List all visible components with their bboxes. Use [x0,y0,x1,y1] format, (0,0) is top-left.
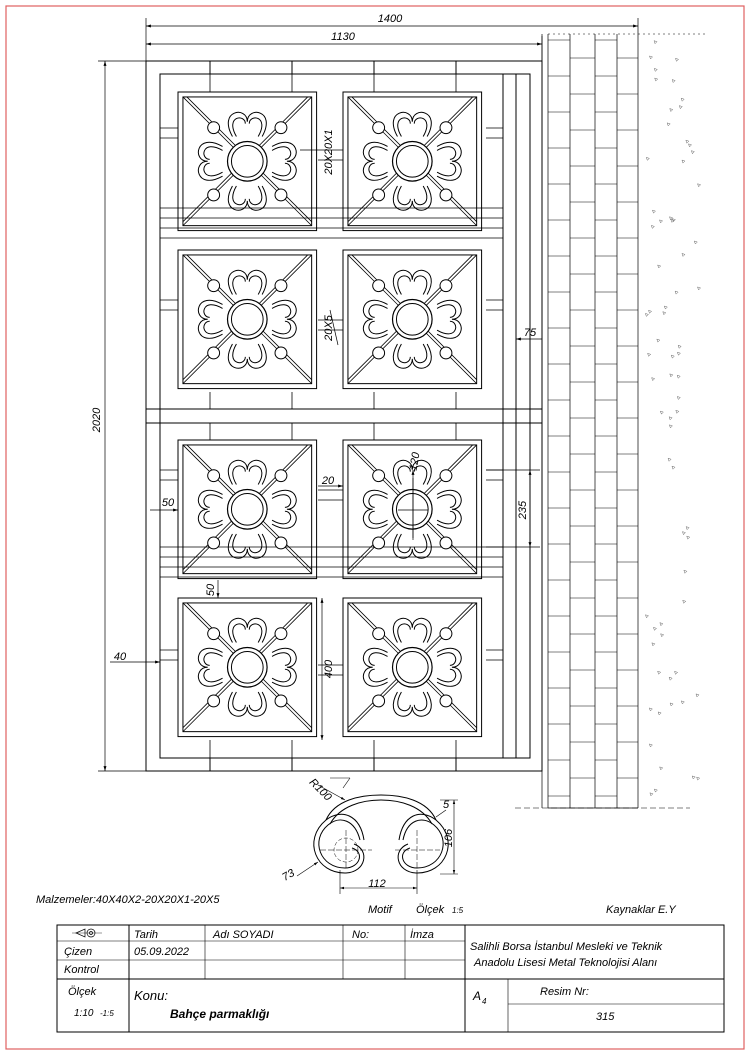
date-header: Tarih [134,929,159,941]
motif-width: 112 [368,878,386,890]
drawn-label: Çizen [64,946,93,958]
motif-scale-value: 1:5 [452,906,464,915]
motif-tile [343,250,482,389]
motif-tile [343,598,482,737]
dim-frame-40: 40 [113,651,127,663]
motif-offset: 73 [280,867,297,884]
title-block-text [64,929,663,1023]
motif-labels [280,776,455,890]
concrete-texture [645,41,700,796]
dim-gap-20: 20 [321,475,335,487]
grid-bars [160,74,503,758]
dim-flat-bar-2: 20X5 [323,315,335,341]
school-line-1: Salihli Borsa İstanbul Mesleki ve Teknik [470,941,663,953]
scale-value-sub: -1:5 [100,1009,114,1018]
dim-gap-50-h: 50 [161,497,175,509]
dim-module-400: 400 [323,659,335,679]
motif-tiles [178,92,482,737]
dim-circle-diameter: 120 [407,451,423,472]
brick-wall [542,34,638,808]
motif-scale-label: Ölçek [416,904,445,916]
sources-note: Kaynaklar E.Y [606,904,676,916]
dimension-lines [98,18,638,771]
motif-height: 106 [443,828,455,848]
subject-label: Konu: [134,988,168,1003]
gate-frame [146,61,542,771]
motif-label: Motif [368,904,392,916]
motif-radius: R100 [306,776,334,804]
sheet-border [6,6,744,1049]
paper-size-sub: 4 [482,997,487,1006]
drawing-no-value: 315 [596,1011,615,1023]
drawn-date: 05.09.2022 [134,946,190,958]
control-label: Kontrol [64,964,99,976]
motif-detail [314,795,448,873]
paper-size: A [473,989,482,1003]
scale-label: Ölçek [68,986,97,998]
projection-symbol [72,929,102,937]
dim-panel-width: 1130 [331,31,355,43]
no-header: No: [352,929,370,941]
motif-tile [178,598,317,737]
drawing-no-label: Resim Nr: [540,986,589,998]
dim-flat-bar-1: 20X20X1 [323,129,335,175]
materials-note: Malzemeler:40X40X2-20X20X1-20X5 [36,894,220,906]
dim-height: 2020 [91,407,103,433]
dim-module-spacing: 235 [517,500,529,520]
dim-gap-50-v: 50 [205,583,217,597]
motif-tile [343,92,482,231]
subject-value: Bahçe parmaklığı [170,1007,270,1021]
school-line-2: Anadolu Lisesi Metal Teknolojisi Alanı [474,957,658,969]
motif-tile [178,250,317,389]
motif-tile [178,440,317,579]
name-header: Adı SOYADI [213,929,274,941]
motif-tile [178,92,317,231]
motif-thickness: 5 [442,799,450,811]
signature-header: İmza [410,929,434,941]
dim-overall-width: 1400 [377,13,403,25]
brick-joints [548,40,638,796]
dim-post-width: 75 [523,327,537,339]
scale-value-main: 1:10 [74,1008,94,1019]
